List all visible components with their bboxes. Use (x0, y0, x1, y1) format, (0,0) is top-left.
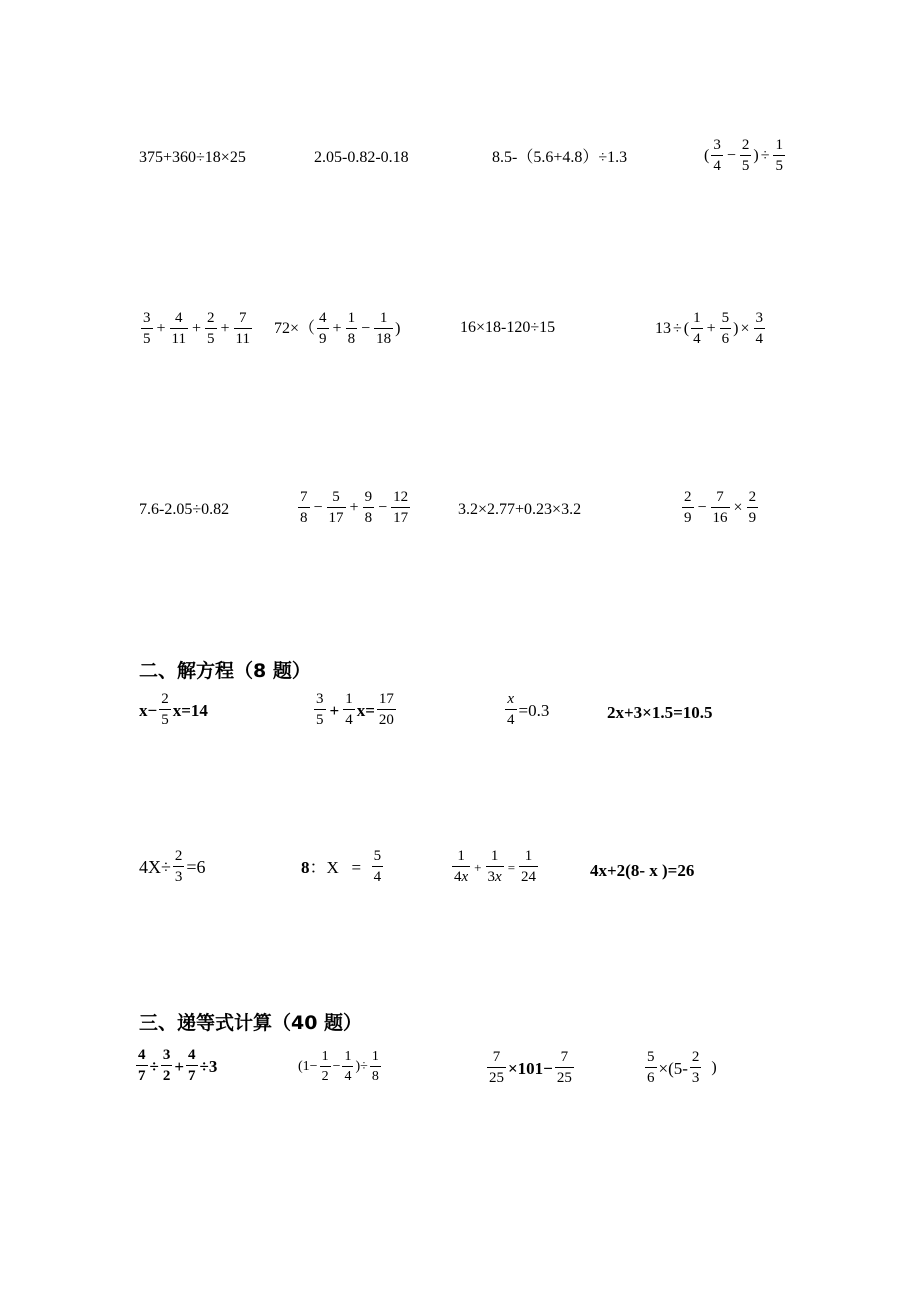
problem-5: $\frac{3}{5}$ + $\frac{4}{11}$ + $\frac{2}{5}$ + $\frac{7}{11}$ (143, 310, 250, 347)
fraction: $\frac{1}{8}$ (347, 310, 356, 347)
fraction: $\frac{2}{3}$ (174, 848, 183, 885)
fraction: $\frac{1}{4x}$ (454, 848, 469, 885)
fraction: $\frac{12}{17}$ (393, 489, 409, 526)
fraction: $\frac{4}{11}$ (171, 310, 186, 347)
equation-1: x− $\frac{2}{5}$ x=14 (139, 691, 208, 728)
equation-5: 4X÷ $\frac{2}{3}$ =6 (139, 848, 206, 885)
fraction: $\frac{3}{4}$ (755, 310, 763, 347)
fraction: $\frac{1}{4}$ (344, 1049, 352, 1084)
problem-12: $\frac{2}{9}$ − $\frac{7}{16}$ × $\frac{2}{9}$ (684, 489, 757, 526)
stepwise-1: $\frac{4}{7}$ ÷ $\frac{3}{2}$ + $\frac{4}{7}$ ÷3 (138, 1047, 218, 1084)
fraction: $\frac{x}{4}$ (507, 691, 515, 728)
fraction: $\frac{1}{5}$ (775, 137, 783, 174)
problem-7: 16×18-120÷15 (460, 319, 556, 336)
fraction: $\frac{2}{5}$ (741, 137, 750, 174)
fraction: $\frac{7}{25}$ (556, 1049, 572, 1086)
fraction: $\frac{3}{4}$ (713, 137, 721, 174)
problem-3: 8.5-（5.6+4.8）÷1.3 (492, 149, 628, 166)
fraction: $\frac{5}{17}$ (328, 489, 344, 526)
equation-3 (503, 692, 549, 728)
fraction: $\frac{2}{5}$ (207, 310, 215, 347)
equation-8: 4x+2(8- x )=26 (590, 861, 695, 880)
equation-6: 8 ：X = $\frac{5}{4}$ (301, 848, 382, 885)
fraction: $\frac{2}{5}$ (161, 691, 169, 728)
fraction: $\frac{1}{18}$ (376, 310, 392, 347)
problem-10: $\frac{7}{8}$ − $\frac{5}{17}$ + $\frac{9}{8}$ − $\frac{12}{17}$ (300, 489, 409, 526)
fraction: $\frac{7}{8}$ (300, 489, 308, 526)
fraction: $\frac{7}{11}$ (235, 310, 250, 347)
fraction: $\frac{2}{3}$ (691, 1049, 700, 1086)
fraction: $\frac{17}{20}$ (378, 691, 394, 728)
fraction: $\frac{5}{6}$ (721, 310, 730, 347)
equation-2: $\frac{3}{5}$ + $\frac{1}{4}$ x= $\frac{17}{20}$ (316, 691, 394, 728)
stepwise-4-mid: ×(5- (658, 1058, 688, 1078)
section-3-heading: 三、递等式计算（40 题） (139, 1012, 363, 1034)
fraction: $\frac{5}{4}$ (373, 848, 382, 885)
fraction: $\frac{4}{7}$ (138, 1047, 146, 1084)
stepwise-3: $\frac{7}{25}$ ×101− $\frac{7}{25}$ (489, 1049, 572, 1086)
fraction: $\frac{3}{5}$ (143, 310, 151, 347)
fraction: $\frac{1}{8}$ (371, 1049, 379, 1084)
stepwise-4 (643, 1050, 717, 1086)
fraction: $\frac{3}{5}$ (316, 691, 324, 728)
problem-4: ( $\frac{3}{4}$ − $\frac{2}{5}$ ) ÷ $\frac{1}{5}$ (704, 137, 783, 174)
fraction: $\frac{1}{3x}$ (487, 848, 502, 885)
stepwise-2: (1− $\frac{1}{2}$ − $\frac{1}{4}$ )÷ $\frac{1}{8}$ (298, 1049, 379, 1084)
problem-1: 375+360÷18×25 (139, 149, 246, 166)
problem-6: 72×（ $\frac{4}{9}$ + $\frac{1}{8}$ − $\frac{1}{18}$ ) (274, 310, 401, 347)
fraction: $\frac{3}{2}$ (162, 1047, 171, 1084)
problem-8: 13 ÷ ( $\frac{1}{4}$ + $\frac{5}{6}$ ) × $\frac{3}{4}$ (655, 310, 763, 347)
fraction: $\frac{9}{8}$ (364, 489, 373, 526)
section-2-heading: 二、解方程（8 题） (139, 660, 311, 682)
fraction: $\frac{2}{9}$ (684, 489, 692, 526)
equation-7: $\frac{1}{4x}$ + $\frac{1}{3x}$ = $\frac{1}{24}$ (454, 848, 537, 885)
equation-3-rest: =0.3 (518, 700, 550, 720)
fraction: $\frac{1}{4}$ (693, 310, 701, 347)
fraction: $\frac{7}{16}$ (712, 489, 728, 526)
fraction: $\frac{1}{24}$ (521, 848, 537, 885)
fraction: $\frac{4}{7}$ (188, 1047, 196, 1084)
fraction: $\frac{5}{6}$ (647, 1049, 655, 1086)
stepwise-4-end: ) (711, 1059, 717, 1076)
fraction: $\frac{7}{25}$ (489, 1049, 504, 1086)
fraction: $\frac{4}{9}$ (319, 310, 327, 347)
fraction: $\frac{1}{2}$ (321, 1049, 329, 1084)
fraction: $\frac{1}{4}$ (345, 691, 353, 728)
fraction: $\frac{2}{9}$ (748, 489, 757, 526)
problem-9: 7.6-2.05÷0.82 (139, 501, 230, 518)
equation-4: 2x+3×1.5=10.5 (607, 703, 713, 722)
problem-11: 3.2×2.77+0.23×3.2 (458, 501, 582, 518)
problem-2: 2.05-0.82-0.18 (314, 149, 409, 166)
